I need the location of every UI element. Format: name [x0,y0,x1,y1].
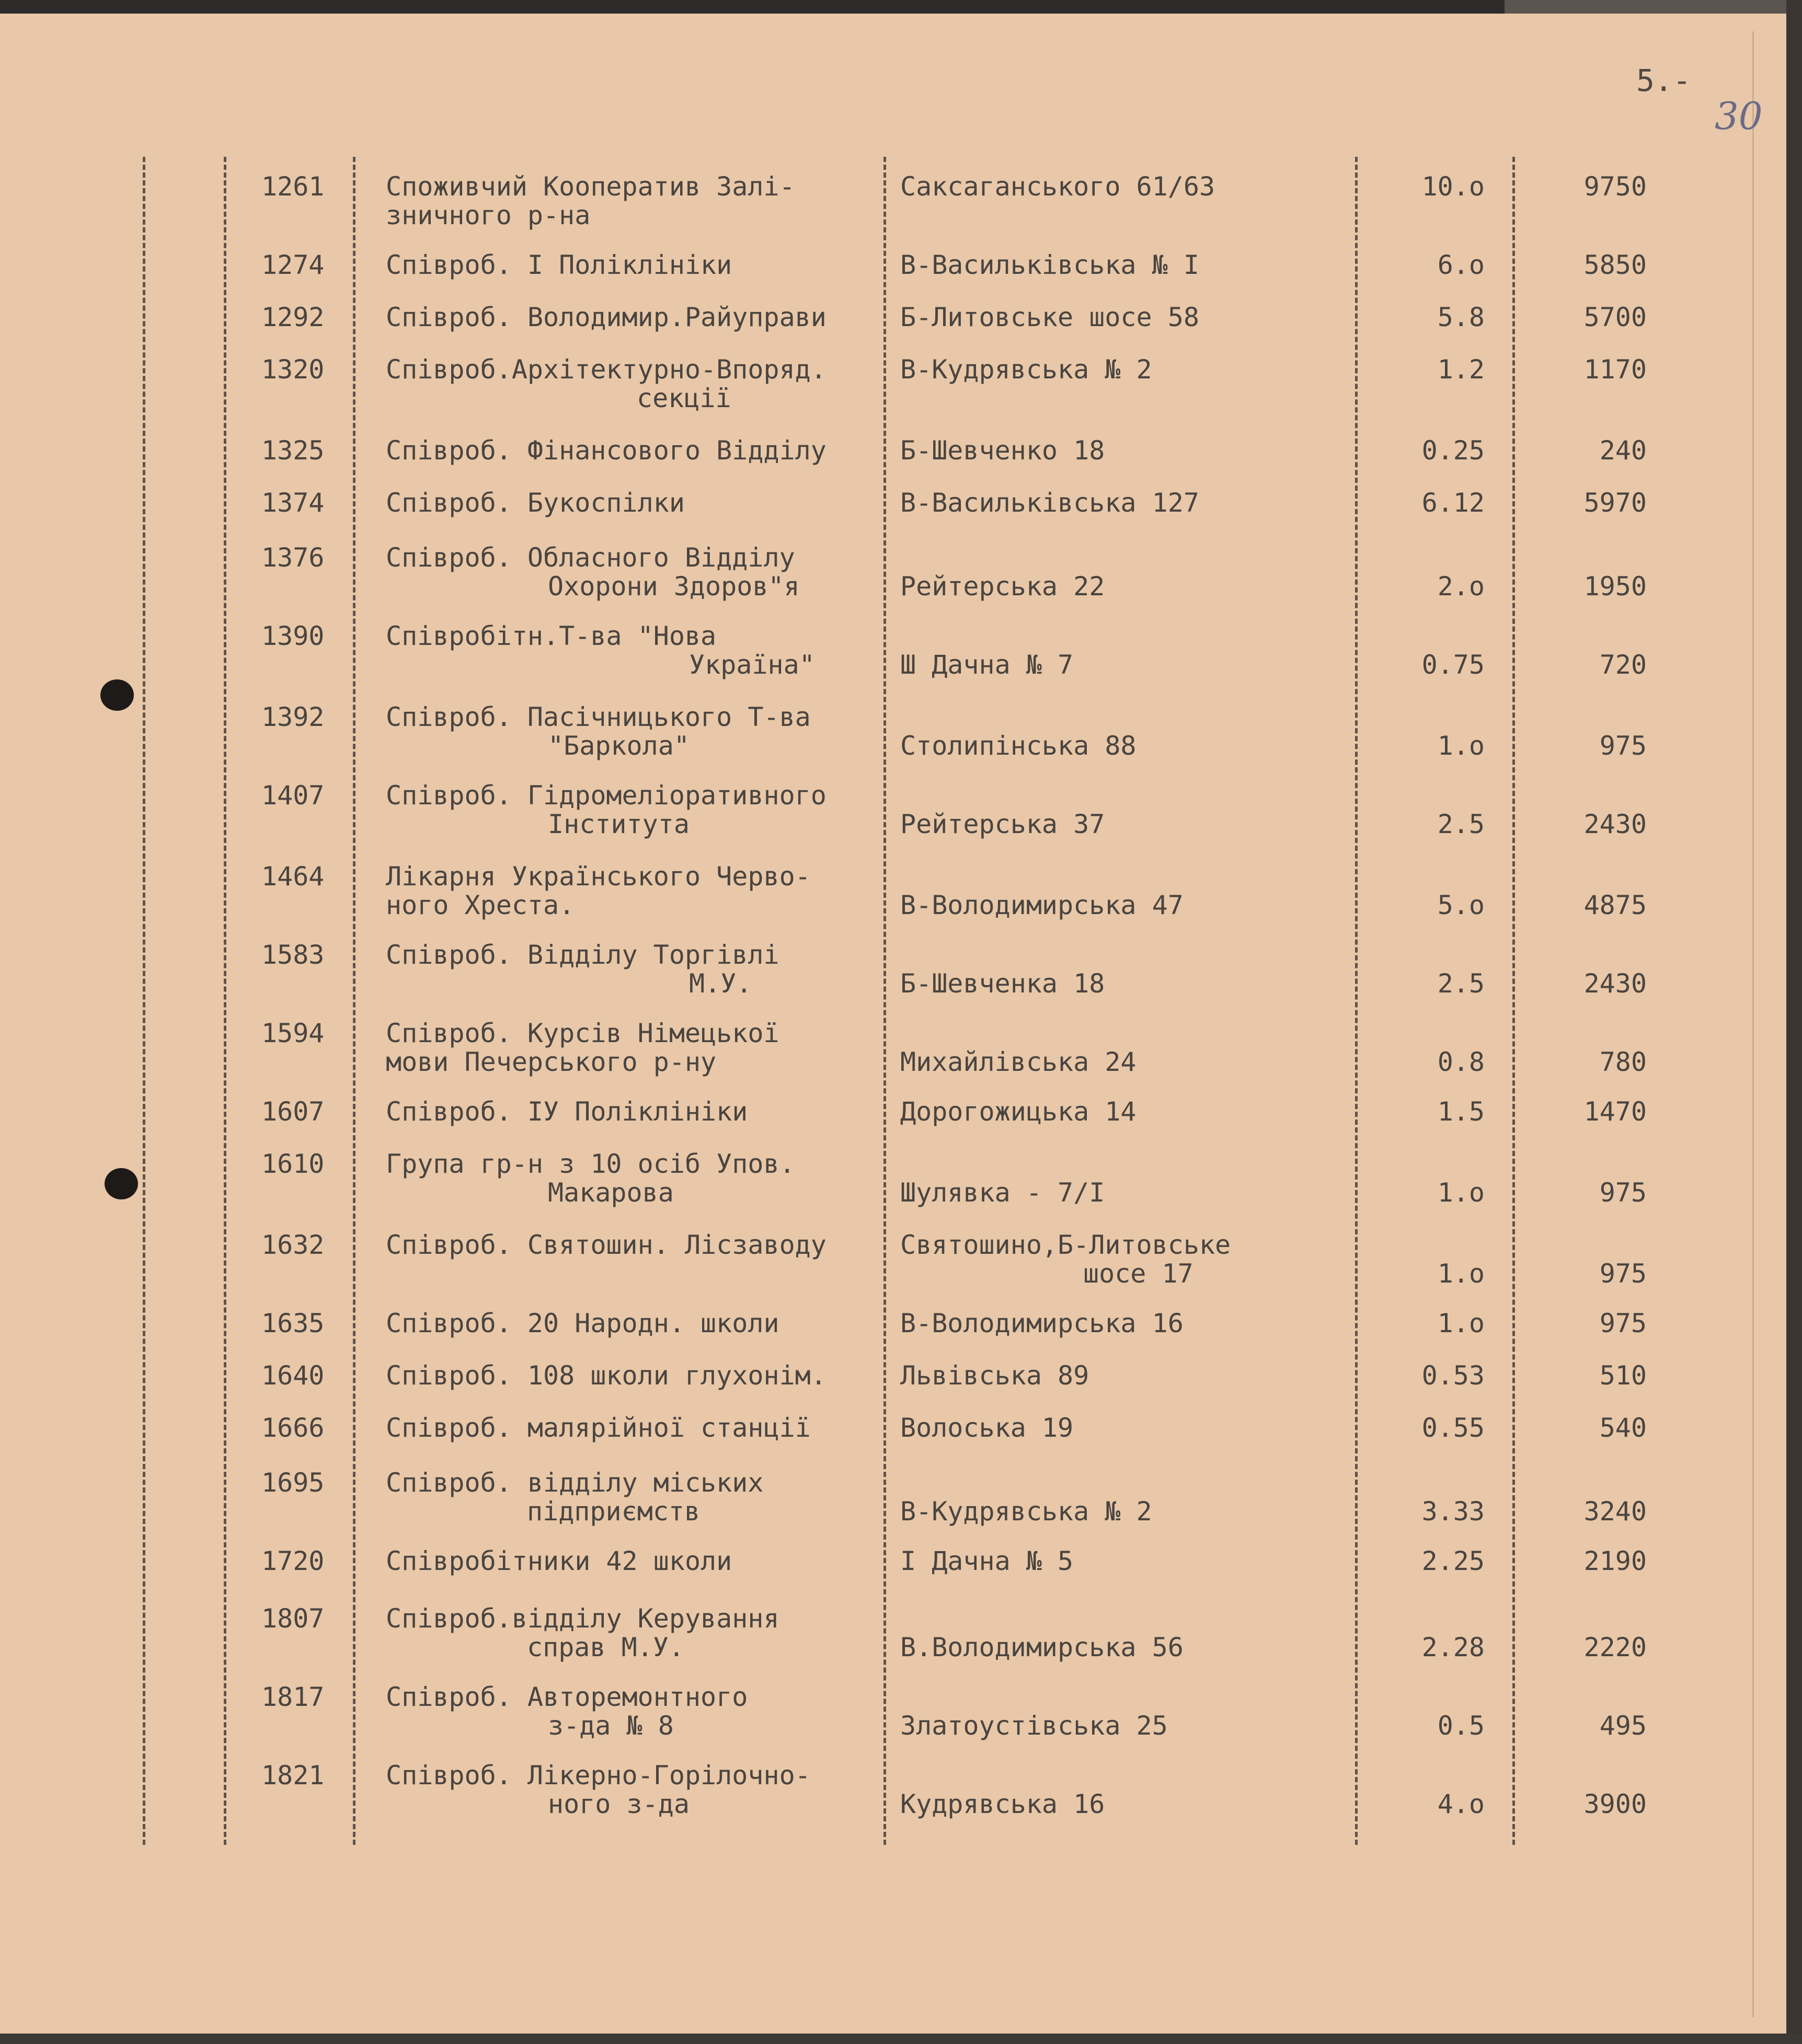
row-number: 1261 [261,171,325,202]
amount: 10.о [1421,171,1485,202]
amount: 2.5 [1437,968,1485,999]
address-line: шосе 17 [1083,1258,1193,1289]
organization-name-line: Споживчий Кооператив Залі- [386,171,795,202]
organization-name-line: ного Хреста. [386,890,575,920]
total: 1170 [1583,354,1647,385]
address: Волоська 19 [900,1413,1074,1443]
total: 240 [1599,435,1647,466]
address: В-Васильківська № І [900,250,1199,280]
total: 510 [1599,1360,1647,1391]
row-number: 1325 [261,435,325,466]
total: 2190 [1583,1546,1647,1576]
row-number: 1807 [261,1603,325,1634]
address: І Дачна № 5 [900,1546,1074,1576]
organization-name-line: Співроб. відділу міських [386,1468,764,1498]
organization-name-line: Макарова [548,1177,674,1208]
row-number: 1407 [261,780,325,811]
address: Ш Дачна № 7 [900,650,1074,680]
address: Шулявка - 7/І [900,1177,1105,1208]
organization-name-line: Співроб. Пасічницького Т-ва [386,702,811,732]
organization-name: Співроб. Святошин. Лісзаводу [386,1230,827,1260]
amount: 6.12 [1421,488,1485,518]
row-number: 1464 [261,861,325,892]
amount: 1.2 [1437,354,1485,385]
total: 5850 [1583,250,1647,280]
organization-name-line: Група гр-н з 10 осіб Упов. [386,1149,795,1179]
organization-name-line: Співроб.Архітектурно-Впоряд. [386,354,827,385]
total: 540 [1599,1413,1647,1443]
total: 975 [1599,1308,1647,1338]
address: Дорогожицька 14 [900,1096,1137,1127]
total: 780 [1599,1047,1647,1077]
amount: 2.о [1437,571,1485,602]
total: 720 [1599,650,1647,680]
amount: 1.5 [1437,1096,1485,1127]
address: Златоустівська 25 [900,1711,1168,1741]
organization-name-line: Співроб. Відділу Торгівлі [386,940,779,970]
organization-name: Співроб. І Поліклініки [386,250,732,280]
organization-name-line: Охорони Здоров"я [548,571,800,602]
row-number: 1392 [261,702,325,732]
organization-name-line: Співроб. Курсів Німецької [386,1018,779,1048]
total: 5700 [1583,302,1647,332]
organization-name-line: М.У. [689,968,752,999]
organization-name-line: Інститута [548,809,690,839]
organization-name-line: Україна" [689,650,815,680]
organization-name-line: зничного р-на [386,200,591,230]
row-number: 1695 [261,1468,325,1498]
organization-name: Співроб. 20 Народн. школи [386,1308,779,1338]
organization-name-line: підприємств [527,1496,701,1527]
address: Саксаганського 61/63 [900,171,1215,202]
address: В-Володимирська 16 [900,1308,1184,1338]
total: 2220 [1583,1632,1647,1662]
row-number: 1390 [261,621,325,651]
organization-name: Співроб. Фінансового Відділу [386,435,827,466]
row-number: 1374 [261,488,325,518]
row-number: 1720 [261,1546,325,1576]
amount: 1.о [1437,1258,1485,1289]
row-number: 1666 [261,1413,325,1443]
total: 5970 [1583,488,1647,518]
address: Рейтерська 22 [900,571,1105,602]
amount: 0.55 [1421,1413,1485,1443]
address-line: Святошино,Б-Литовське [900,1230,1231,1260]
amount: 5.о [1437,890,1485,920]
organization-name-line: Співроб. Лікерно-Горілочно- [386,1760,811,1791]
amount: 1.о [1437,1308,1485,1338]
row-number: 1640 [261,1360,325,1391]
total: 2430 [1583,809,1647,839]
organization-name-line: Співроб. Гідромеліоративного [386,780,827,811]
organization-name: Співробітники 42 школи [386,1546,732,1576]
total: 975 [1599,1258,1647,1289]
address: Б-Шевченко 18 [900,435,1105,466]
total: 2430 [1583,968,1647,999]
total: 4875 [1583,890,1647,920]
organization-name-line: Співробітн.Т-ва "Нова [386,621,717,651]
row-number: 1594 [261,1018,325,1048]
organization-name: Співроб. малярійної станції [386,1413,811,1443]
amount: 0.8 [1437,1047,1485,1077]
archive-folio-number: 30 [1715,94,1763,138]
amount: 2.25 [1421,1546,1485,1576]
organization-name-line: Співроб.відділу Керування [386,1603,779,1634]
amount: 1.о [1437,731,1485,761]
amount: 0.25 [1421,435,1485,466]
amount: 5.8 [1437,302,1485,332]
row-number: 1632 [261,1230,325,1260]
address: Львівська 89 [900,1360,1089,1391]
organization-name: Співроб. ІУ Поліклініки [386,1096,748,1127]
total: 975 [1599,1177,1647,1208]
amount: 1.о [1437,1177,1485,1208]
amount: 2.28 [1421,1632,1485,1662]
total: 3900 [1583,1789,1647,1819]
row-number: 1292 [261,302,325,332]
address: В-Володимирська 47 [900,890,1184,920]
organization-name: Співроб. Букоспілки [386,488,685,518]
amount: 0.75 [1421,650,1485,680]
organization-name-line: ного з-да [548,1789,690,1819]
row-number: 1583 [261,940,325,970]
row-number: 1610 [261,1149,325,1179]
address: Б-Литовське шосе 58 [900,302,1199,332]
amount: 6.о [1437,250,1485,280]
amount: 0.5 [1437,1711,1485,1741]
address: Рейтерська 37 [900,809,1105,839]
total: 1950 [1583,571,1647,602]
row-number: 1635 [261,1308,325,1338]
address: Б-Шевченка 18 [900,968,1105,999]
row-number: 1817 [261,1682,325,1712]
row-number: 1376 [261,542,325,573]
organization-name-line: з-да № 8 [548,1711,674,1741]
organization-name-line: "Баркола" [548,731,690,761]
row-number: 1821 [261,1760,325,1791]
organization-name-line: Співроб. Авторемонтного [386,1682,748,1712]
row-number: 1274 [261,250,325,280]
amount: 4.о [1437,1789,1485,1819]
address: В-Кудрявська № 2 [900,1496,1152,1527]
organization-name-line: мови Печерського р-ну [386,1047,717,1077]
total: 3240 [1583,1496,1647,1527]
page-number: 5.- [1636,63,1691,98]
address: В-Васильківська 127 [900,488,1199,518]
total: 1470 [1583,1096,1647,1127]
total: 975 [1599,731,1647,761]
address: В.Володимирська 56 [900,1632,1184,1662]
amount: 0.53 [1421,1360,1485,1391]
organization-name: Співроб. 108 школи глухонім. [386,1360,827,1391]
total: 9750 [1583,171,1647,202]
organization-name-line: справ М.У. [527,1632,685,1662]
row-number: 1607 [261,1096,325,1127]
address: В-Кудрявська № 2 [900,354,1152,385]
address: Столипінська 88 [900,731,1137,761]
amount: 3.33 [1421,1496,1485,1527]
organization-name-line: секції [637,383,731,413]
row-number: 1320 [261,354,325,385]
amount: 2.5 [1437,809,1485,839]
organization-name-line: Співроб. Обласного Відділу [386,542,795,573]
address: Кудрявська 16 [900,1789,1105,1819]
organization-name: Співроб. Володимир.Райуправи [386,302,827,332]
address: Михайлівська 24 [900,1047,1137,1077]
organization-name-line: Лікарня Українського Черво- [386,861,811,892]
total: 495 [1599,1711,1647,1741]
